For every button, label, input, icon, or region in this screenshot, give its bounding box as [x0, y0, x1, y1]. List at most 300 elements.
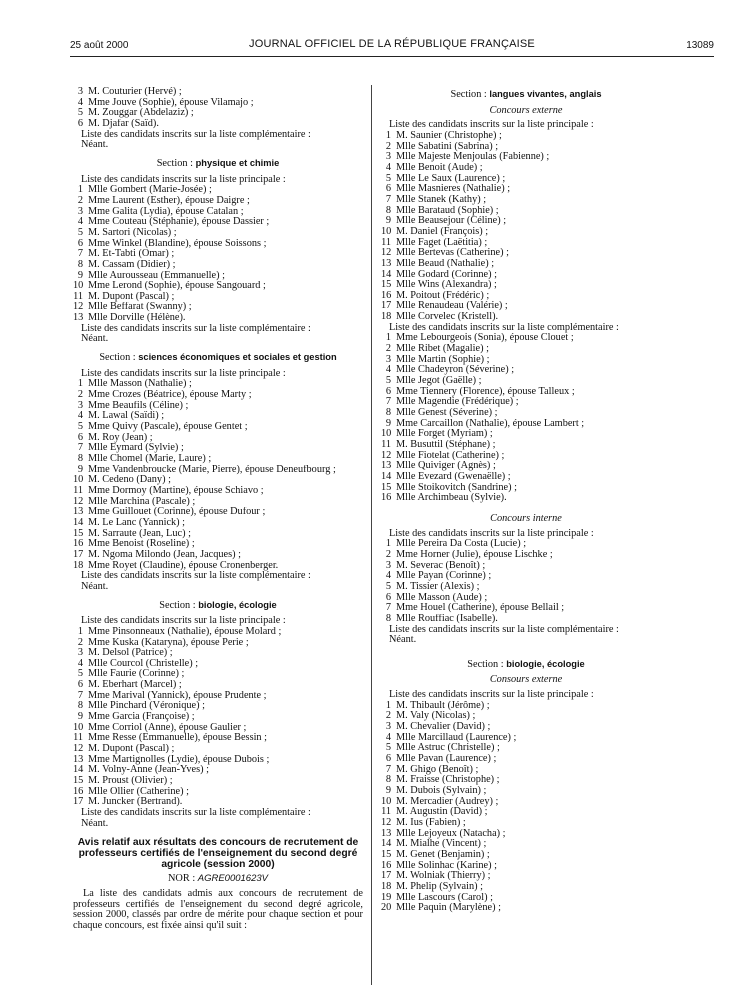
list-item	[381, 248, 671, 259]
rank-number: 11	[73, 291, 83, 302]
candidate-name: M. Ngoma Milondo (Jean, Jacques) ;	[88, 549, 241, 560]
rank-number: 4	[77, 97, 83, 108]
list-item	[73, 659, 363, 670]
candidate-name: Mme Carcaillon (Nathalie), épouse Lambert ;	[396, 418, 585, 429]
list-item	[381, 408, 671, 419]
list-item	[381, 387, 671, 398]
list-item	[73, 443, 363, 454]
list-item	[381, 227, 671, 238]
rank-number: 13	[381, 828, 392, 839]
candidate-name: Mlle Benoit (Aude) ;	[396, 162, 483, 173]
list-item	[73, 550, 363, 561]
rank-number: 16	[381, 860, 392, 871]
rank-number: 2	[77, 195, 83, 206]
rank-number: 9	[77, 270, 83, 281]
rank-number: 1	[77, 379, 83, 390]
candidate-name: Mlle Genest (Séverine) ;	[396, 408, 498, 419]
candidate-name: M. Ghigo (Benoît) ;	[396, 764, 479, 775]
rank-number: 5	[77, 422, 83, 433]
list-item	[381, 174, 671, 185]
candidate-name: M. Roy (Jean) ;	[88, 432, 153, 443]
rank-number: 15	[381, 482, 392, 493]
rank-number: 17	[381, 301, 392, 312]
candidate-name: Mme Laurent (Esther), épouse Daigre ;	[88, 195, 250, 206]
list-item	[73, 755, 363, 766]
list-item	[73, 507, 363, 518]
candidate-name: Mlle Chadeyron (Séverine) ;	[396, 365, 515, 376]
rank-number: 7	[77, 690, 83, 701]
journal-title: JOURNAL OFFICIEL DE LA RÉPUBLIQUE FRANÇAISE	[249, 38, 535, 50]
candidate-name: Mlle Aurousseau (Emmanuelle) ;	[88, 270, 225, 281]
rank-number: 15	[73, 776, 84, 787]
section-prefix: Section :	[450, 89, 490, 100]
rank-number: 2	[77, 637, 83, 648]
section-heading-biologie	[73, 600, 363, 612]
section-title: biologie, écologie	[506, 658, 585, 669]
list-item	[73, 518, 363, 529]
notice-title: Avis relatif aux résultats des concours de recrutement de professeurs certifiés de l'enseignement du second degré agricole (session 2000)	[77, 837, 359, 871]
candidate-name: Mlle Marcillaud (Laurence) ;	[396, 732, 517, 743]
candidate-name: Mme Martignolles (Lydie), épouse Dubois ;	[88, 754, 270, 765]
candidate-name: Mme Vandenbroucke (Marie, Pierre), épouse Deneufbourg ;	[88, 464, 336, 475]
rank-number: 4	[385, 732, 391, 743]
candidate-name: Mlle Beausejour (Céline) ;	[396, 216, 507, 227]
candidate-name: M. Delsol (Patrice) ;	[88, 648, 173, 659]
list-item	[381, 280, 671, 291]
rank-number: 14	[381, 471, 392, 482]
complementary-label: Liste des candidats inscrits sur la liste complémentaire :	[81, 571, 311, 582]
complementary-label: Liste des candidats inscrits sur la liste complémentaire :	[389, 624, 619, 635]
list-item	[73, 454, 363, 465]
candidate-name: M. Zouggar (Abdelaziz) ;	[88, 108, 194, 119]
rank-number: 10	[73, 722, 84, 733]
principal-label: Liste des candidats inscrits sur la liste principale :	[389, 690, 594, 701]
candidate-name: Mlle Jegot (Gaëlle) ;	[396, 376, 482, 387]
candidate-name: Mme Marival (Yannick), épouse Prudente ;	[88, 690, 267, 701]
candidate-name: Mme Beaufils (Céline) ;	[88, 400, 189, 411]
list-item	[73, 669, 363, 680]
rank-number: 1	[385, 333, 391, 344]
candidate-name: M. Ius (Fabien) ;	[396, 818, 466, 828]
list-item	[73, 627, 363, 638]
rank-number: 1	[385, 539, 391, 550]
nor-code: AGRE0001623V	[197, 873, 268, 885]
section-prefix: Section :	[156, 157, 196, 169]
section-heading-biologie-2	[381, 659, 671, 671]
rank-number: 6	[77, 680, 83, 691]
candidate-name: Mlle Solinhac (Karine) ;	[396, 860, 497, 871]
list-item	[381, 871, 671, 882]
list-item	[381, 775, 671, 786]
rank-number: 20	[381, 903, 392, 914]
list-item	[381, 614, 671, 625]
rank-number: 6	[77, 432, 83, 443]
candidate-name: M. Genet (Benjamin) ;	[396, 849, 490, 860]
candidate-name: Mlle Faget (Laëtitia) ;	[396, 237, 488, 248]
candidate-name: Mlle Ribet (Magalie) ;	[396, 344, 489, 355]
rank-number: 3	[385, 722, 391, 733]
left-column	[73, 87, 363, 932]
list-item	[73, 422, 363, 433]
rank-number: 11	[381, 237, 391, 248]
candidate-name: M. Fraisse (Christophe) ;	[396, 775, 500, 786]
rank-number: 16	[73, 786, 84, 797]
list-item	[381, 451, 671, 462]
candidate-name: M. Juncker (Bertrand).	[88, 797, 183, 808]
list-item	[73, 486, 363, 497]
candidate-name: Mme Corriol (Anne), épouse Gaulier ;	[88, 722, 247, 733]
list-item	[73, 411, 363, 422]
candidate-name: M. Dubois (Sylvain) ;	[396, 786, 487, 797]
list-item	[73, 712, 363, 723]
candidate-name: Mme Houel (Catherine), épouse Bellail ;	[396, 603, 565, 614]
page-header	[70, 38, 714, 54]
list-item	[73, 87, 363, 98]
rank-number: 8	[385, 775, 391, 786]
list-item	[381, 818, 671, 829]
rank-number: 5	[385, 743, 391, 754]
candidate-name: Mlle Sabatini (Sabrina) ;	[396, 141, 499, 152]
candidate-name: Mlle Fiotelat (Catherine) ;	[396, 450, 505, 461]
candidate-name: Mme Kuska (Kataryna), épouse Perie ;	[88, 637, 249, 648]
candidate-name: Mlle Wins (Alexandra) ;	[396, 280, 497, 291]
list-item	[381, 603, 671, 614]
candidate-name: Mlle Masson (Aude) ;	[396, 592, 488, 603]
candidate-name: Mme Couteau (Stéphanie), épouse Dassier ;	[88, 217, 270, 228]
principal-label: Liste des candidats inscrits sur la liste principale :	[389, 120, 594, 131]
concours-interne-label: Concours interne	[490, 512, 562, 524]
rank-number: 5	[385, 376, 391, 387]
rank-number: 1	[385, 130, 391, 141]
rank-number: 10	[73, 281, 84, 292]
list-item	[381, 722, 671, 733]
section-heading-physique	[73, 158, 363, 170]
rank-number: 3	[385, 152, 391, 163]
rank-number: 11	[381, 440, 391, 450]
candidate-name: Mlle Forget (Myriam) ;	[396, 429, 493, 440]
list-item	[73, 561, 363, 572]
list-item	[381, 786, 671, 797]
list-item	[73, 691, 363, 702]
rank-number: 1	[77, 185, 83, 196]
list-item	[73, 207, 363, 218]
candidate-name: Mlle Quiviger (Agnès) ;	[396, 461, 496, 472]
candidate-name: M. Lawal (Saïdi) ;	[88, 411, 165, 422]
header-rule	[70, 56, 714, 57]
candidate-name: Mlle Payan (Corinne) ;	[396, 571, 492, 582]
candidate-name: Mlle Marchina (Pascale) ;	[88, 496, 196, 507]
rank-number: 4	[385, 162, 391, 173]
rank-number: 7	[385, 603, 391, 614]
candidate-name: Mme Resse (Emmanuelle), épouse Bessin ;	[88, 733, 268, 744]
candidate-name: Mlle Rouffiac (Isabelle).	[396, 613, 498, 624]
rank-number: 14	[73, 517, 84, 528]
candidate-name: Mlle Bertevas (Catherine) ;	[396, 248, 509, 259]
section-heading-langues	[381, 89, 671, 101]
list-item	[381, 429, 671, 440]
candidate-name: Mlle Chomel (Marie, Laure) ;	[88, 454, 212, 464]
list-item	[73, 401, 363, 412]
principal-label: Liste des candidats inscrits sur la liste principale :	[81, 368, 286, 379]
candidate-name: Mlle Ollier (Catherine) ;	[88, 786, 189, 797]
list-item	[73, 196, 363, 207]
candidate-name: M. Sarraute (Jean, Luc) ;	[88, 528, 191, 539]
candidate-name: M. Couturier (Hervé) ;	[88, 87, 182, 97]
header-date: 25 août 2000	[70, 40, 129, 51]
candidate-name: M. Djafar (Saïd).	[88, 118, 159, 129]
list-item	[381, 142, 671, 153]
rank-number: 13	[381, 258, 392, 269]
right-column	[381, 87, 671, 914]
rank-number: 12	[73, 744, 84, 755]
list-item	[73, 249, 363, 260]
list-item	[381, 754, 671, 765]
candidate-name: Mlle Le Saux (Laurence) ;	[396, 173, 506, 184]
rank-number: 19	[381, 892, 392, 903]
list-item	[381, 829, 671, 840]
candidate-name: M. Cassam (Didier) ;	[88, 259, 176, 270]
candidate-list-biologie-externe	[381, 701, 671, 914]
candidate-name: Mlle Dorville (Hélène).	[88, 313, 186, 324]
rank-number: 17	[73, 797, 84, 808]
candidate-name: M. Et-Tabti (Omar) ;	[88, 249, 175, 260]
candidate-name: Mlle Barataud (Sophie) ;	[396, 205, 499, 216]
complementary-label: Liste des candidats inscrits sur la liste complémentaire :	[389, 322, 619, 333]
rank-number: 8	[77, 259, 83, 270]
complementary-label: Liste des candidats inscrits sur la liste complémentaire :	[81, 808, 311, 818]
rank-number: 3	[77, 87, 83, 97]
candidate-name: Mlle Paquin (Marylène) ;	[396, 903, 501, 914]
list-item	[381, 184, 671, 195]
list-item	[381, 344, 671, 355]
candidate-name: Mlle Martin (Sophie) ;	[396, 354, 490, 365]
candidate-name: M. Sartori (Nicolas) ;	[88, 227, 177, 238]
complementary-value: Néant.	[81, 581, 109, 592]
list-item	[73, 108, 363, 119]
principal-label: Liste des candidats inscrits sur la liste principale :	[81, 174, 286, 185]
list-item	[381, 152, 671, 163]
concours-externe-label: Concours externe	[489, 104, 563, 116]
rank-number: 12	[381, 248, 392, 259]
rank-number: 3	[77, 400, 83, 411]
list-item	[381, 593, 671, 604]
list-item	[73, 302, 363, 313]
list-item	[381, 861, 671, 872]
candidate-name: Mlle Faurie (Corinne) ;	[88, 669, 185, 680]
rank-number: 7	[385, 397, 391, 408]
rank-number: 5	[77, 108, 83, 119]
candidate-name: M. Phelip (Sylvain) ;	[396, 881, 483, 892]
list-item	[381, 461, 671, 472]
rank-number: 4	[385, 365, 391, 376]
candidate-name: Mlle Lejoyeux (Natacha) ;	[396, 828, 506, 839]
principal-label: Liste des candidats inscrits sur la liste principale :	[81, 616, 286, 627]
list-item	[381, 807, 671, 818]
list-item	[73, 271, 363, 282]
rank-number: 18	[381, 312, 392, 323]
list-item	[73, 529, 363, 540]
list-item	[381, 206, 671, 217]
nor-label: NOR :	[168, 873, 198, 885]
list-item	[381, 270, 671, 281]
list-item	[381, 259, 671, 270]
rank-number: 9	[385, 216, 391, 227]
list-item	[381, 376, 671, 387]
list-item	[381, 291, 671, 302]
page-number: 13089	[686, 40, 714, 51]
section-title: langues vivantes, anglais	[489, 89, 602, 99]
candidate-name: Mlle Courcol (Christelle) ;	[88, 658, 199, 669]
rank-number: 13	[381, 461, 392, 472]
candidate-name: Mlle Godard (Corinne) ;	[396, 269, 497, 280]
rank-number: 2	[385, 711, 391, 722]
rank-number: 8	[385, 205, 391, 216]
candidate-name: M. Dupont (Pascal) ;	[88, 291, 175, 302]
rank-number: 11	[73, 485, 83, 496]
rank-number: 5	[77, 669, 83, 680]
principal-label: Liste des candidats inscrits sur la liste principale :	[389, 528, 594, 539]
rank-number: 3	[385, 560, 391, 571]
candidate-name: Mlle Stanek (Kathy) ;	[396, 194, 487, 205]
rank-number: 1	[385, 700, 391, 711]
rank-number: 12	[381, 818, 392, 828]
candidate-name: Mme Tiennery (Florence), épouse Talleux ;	[396, 386, 575, 397]
list-item	[73, 648, 363, 659]
list-item	[73, 313, 363, 324]
complementary-value: Néant.	[81, 334, 109, 345]
complementary-label: Liste des candidats inscrits sur la liste complémentaire :	[81, 323, 311, 334]
candidate-name: M. Valy (Nicolas) ;	[396, 711, 476, 722]
rank-number: 10	[381, 226, 392, 237]
candidate-name: Mlle Beaud (Nathalie) ;	[396, 258, 495, 269]
rank-number: 2	[385, 549, 391, 560]
complementary-value: Néant.	[389, 635, 417, 646]
list-item	[381, 882, 671, 893]
list-item	[73, 281, 363, 292]
candidate-list-sciences-eco	[73, 379, 363, 571]
rank-number: 14	[381, 839, 392, 850]
section-prefix: Section :	[159, 599, 199, 611]
candidate-name: Mlle Pinchard (Véronique) ;	[88, 701, 205, 712]
column-divider	[371, 85, 372, 985]
candidate-name: Mlle Astruc (Christelle) ;	[396, 743, 500, 754]
list-item	[381, 733, 671, 744]
list-item	[73, 776, 363, 787]
candidate-name: Mlle Gombert (Marie-Josée) ;	[88, 185, 212, 196]
list-item	[73, 733, 363, 744]
list-item	[73, 228, 363, 239]
list-item	[381, 797, 671, 808]
candidate-list-anglais-externe	[381, 131, 671, 323]
candidate-name: Mlle Majeste Menjoulas (Fabienne) ;	[396, 152, 550, 163]
candidate-name: Mme Horner (Julie), épouse Lischke ;	[396, 549, 553, 560]
concours-externe-label: Consours externe	[489, 674, 563, 686]
rank-number: 12	[73, 496, 84, 507]
list-item	[381, 216, 671, 227]
list-item	[381, 301, 671, 312]
candidate-name: M. Proust (Olivier) ;	[88, 776, 173, 787]
list-item	[73, 744, 363, 755]
rank-number: 11	[73, 733, 83, 744]
rank-number: 5	[385, 581, 391, 592]
candidate-name: Mme Quivy (Pascale), épouse Gentet ;	[88, 422, 248, 433]
candidate-name: Mlle Magendie (Frédérique) ;	[396, 397, 519, 408]
candidate-name: Mlle Masnieres (Nathalie) ;	[396, 184, 511, 195]
list-item	[73, 539, 363, 550]
rank-number: 9	[385, 786, 391, 797]
list-item	[73, 390, 363, 401]
candidate-name: M. Dupont (Pascal) ;	[88, 744, 175, 755]
list-item	[381, 397, 671, 408]
list-item	[381, 355, 671, 366]
candidate-name: M. Eberhart (Marcel) ;	[88, 680, 182, 691]
rank-number: 18	[381, 881, 392, 892]
list-item	[381, 195, 671, 206]
list-item	[381, 561, 671, 572]
rank-number: 9	[77, 464, 83, 475]
rank-number: 6	[385, 754, 391, 765]
candidate-name: Mme Royet (Claudine), épouse Cronenberger.	[88, 560, 279, 571]
list-item	[73, 239, 363, 250]
candidate-name: Mme Benoist (Roseline) ;	[88, 539, 195, 550]
rank-number: 3	[77, 206, 83, 217]
list-item	[381, 893, 671, 904]
rank-number: 10	[381, 796, 392, 807]
rank-number: 17	[73, 549, 84, 560]
list-item	[381, 711, 671, 722]
list-item	[73, 98, 363, 109]
rank-number: 9	[77, 712, 83, 723]
candidate-name: Mme Dormoy (Martine), épouse Schiavo ;	[88, 485, 264, 496]
candidate-name: M. Le Lanc (Yannick) ;	[88, 517, 186, 528]
candidate-name: M. Tissier (Alexis) ;	[396, 581, 480, 592]
list-item	[381, 333, 671, 344]
list-item	[381, 312, 671, 323]
candidate-name: Mme Winkel (Blandine), épouse Soissons ;	[88, 238, 267, 249]
list-item	[73, 797, 363, 808]
rank-number: 6	[385, 386, 391, 397]
candidate-name: M. Thibault (Jérôme) ;	[396, 700, 490, 711]
list-item	[381, 550, 671, 561]
rank-number: 14	[381, 269, 392, 280]
complementary-value: Néant.	[81, 140, 109, 151]
candidate-name: Mlle Pereira Da Costa (Lucie) ;	[396, 539, 527, 550]
candidate-name: Mme Garcia (Françoise) ;	[88, 712, 195, 723]
rank-number: 3	[77, 648, 83, 659]
candidate-name: Mme Crozes (Béatrice), épouse Marty ;	[88, 390, 252, 401]
rank-number: 2	[77, 390, 83, 401]
candidate-name: Mlle Masson (Nathalie) ;	[88, 379, 192, 390]
rank-number: 7	[385, 194, 391, 205]
list-item	[73, 787, 363, 798]
candidate-name: Mlle Lascours (Carol) ;	[396, 892, 493, 903]
complementary-list-anglais-externe	[381, 333, 671, 504]
rank-number: 3	[385, 354, 391, 365]
rank-number: 6	[385, 592, 391, 603]
list-item	[381, 493, 671, 504]
section-prefix: Section :	[99, 352, 139, 364]
rank-number: 2	[385, 141, 391, 152]
section-prefix: Section :	[467, 658, 507, 670]
list-item	[381, 571, 671, 582]
rank-number: 8	[77, 454, 83, 464]
candidate-name: M. Mialhe (Vincent) ;	[396, 839, 487, 850]
candidate-name: Mlle Renaudeau (Valérie) ;	[396, 301, 508, 312]
candidate-name: Mlle Evezard (Gwenaëlle) ;	[396, 471, 511, 482]
rank-number: 5	[77, 227, 83, 238]
list-item	[381, 131, 671, 142]
list-item	[73, 497, 363, 508]
